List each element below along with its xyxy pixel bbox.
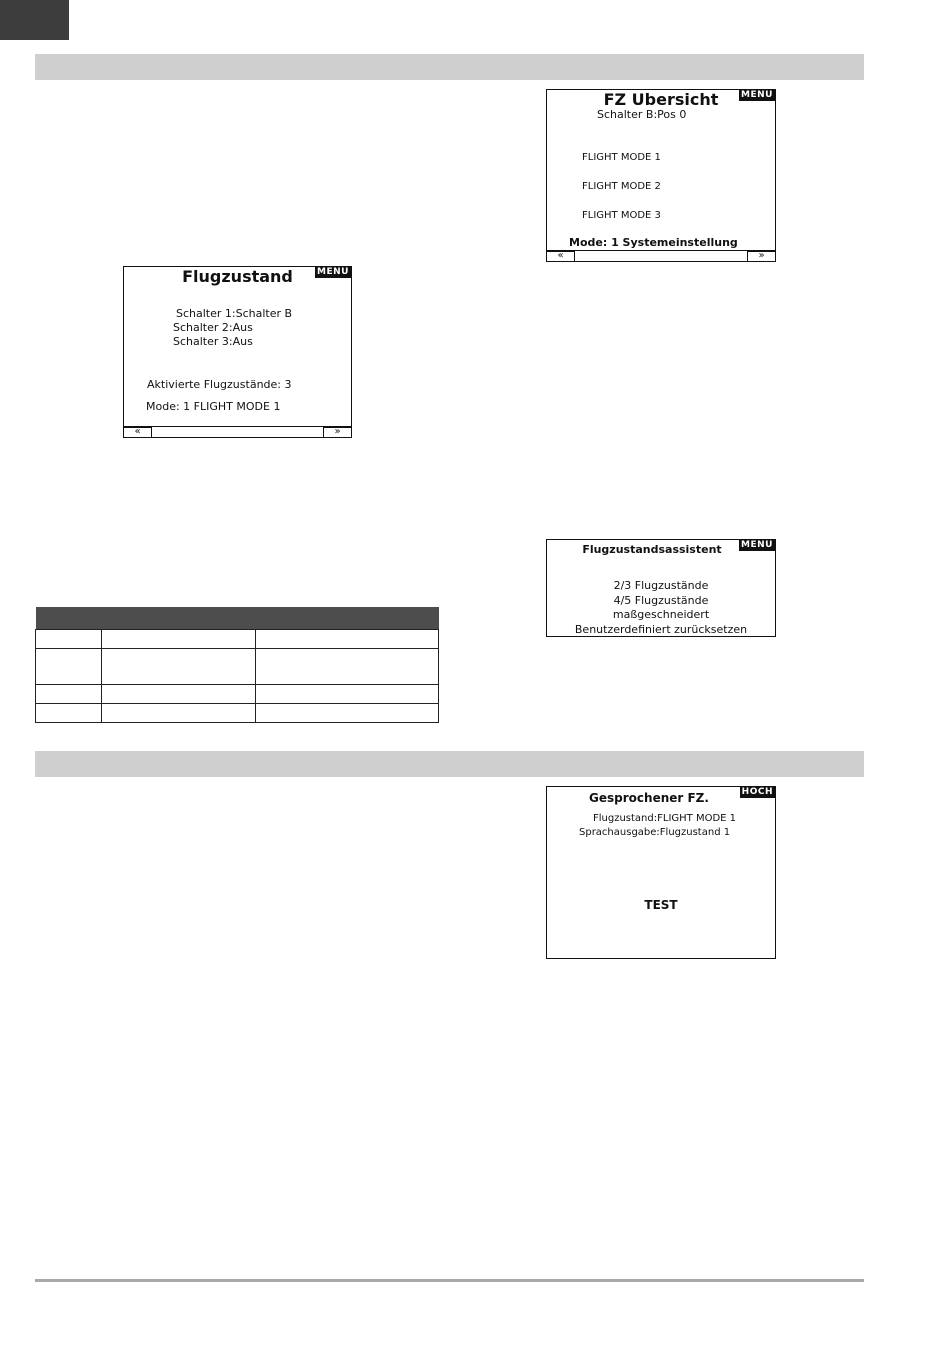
flight-mode-item-2[interactable]: FLIGHT MODE 2 [582, 181, 661, 192]
table-row [36, 685, 439, 704]
switch-position: Schalter B:Pos 0 [597, 108, 687, 121]
nav-forward-button[interactable]: » [323, 427, 351, 437]
section-header-bar-1 [35, 54, 864, 80]
lcd-assistant-screen [546, 539, 776, 637]
nav-back-button[interactable]: « [547, 251, 575, 261]
info-table [35, 607, 439, 723]
up-tag[interactable]: HOCH [741, 787, 773, 797]
lcd-fz-overview-screen [546, 89, 776, 262]
nav-forward-button[interactable]: » [747, 251, 775, 261]
lcd-spoken-mode-screen [546, 786, 776, 959]
option-4-5-modes[interactable]: 4/5 Flugzustände [613, 594, 709, 607]
section-header-bar-2 [35, 751, 864, 777]
menu-tag[interactable]: MENÜ [741, 540, 773, 550]
option-custom[interactable]: maßgeschneidert [612, 608, 710, 621]
corner-tab [0, 0, 69, 40]
mode-footer: Mode: 1 Systemeinstellung [569, 236, 738, 249]
flight-mode-line[interactable]: Flugzustand:FLIGHT MODE 1 [593, 813, 737, 824]
voice-output-line[interactable]: Sprachausgabe:Flugzustand 1 [579, 827, 731, 838]
lcd-flugzustand-screen [123, 266, 352, 438]
screen-title: Flugzustand [182, 267, 293, 286]
table-row [36, 704, 439, 723]
switch-line-1[interactable]: Schalter 1:Schalter B [176, 307, 293, 320]
menu-tag[interactable]: MENÜ [317, 267, 349, 277]
mode-line: Mode: 1 FLIGHT MODE 1 [146, 400, 281, 413]
switch-line-2[interactable]: Schalter 2:Aus [173, 321, 253, 334]
nav-divider [547, 250, 775, 251]
active-modes-line[interactable]: Aktivierte Flugzustände: 3 [147, 378, 292, 391]
screen-title: Gesprochener FZ. [589, 791, 709, 805]
nav-divider [124, 426, 351, 427]
menu-tag[interactable]: MENÜ [741, 90, 773, 100]
option-reset-custom[interactable]: Benutzerdefiniert zurücksetzen [574, 623, 748, 636]
screen-title: FZ Ubersicht [603, 90, 719, 109]
screen-title: Flugzustandsassistent [582, 543, 722, 556]
flight-mode-item-3[interactable]: FLIGHT MODE 3 [582, 210, 661, 221]
nav-back-button[interactable]: « [124, 427, 152, 437]
table-row [36, 649, 439, 685]
switch-line-3[interactable]: Schalter 3:Aus [173, 335, 253, 348]
table-header-row [36, 607, 439, 630]
test-button[interactable]: TEST [644, 898, 678, 912]
table-row [36, 630, 439, 649]
flight-mode-item-1[interactable]: FLIGHT MODE 1 [582, 152, 661, 163]
option-2-3-modes[interactable]: 2/3 Flugzustände [613, 579, 709, 592]
footer-rule [35, 1279, 864, 1282]
